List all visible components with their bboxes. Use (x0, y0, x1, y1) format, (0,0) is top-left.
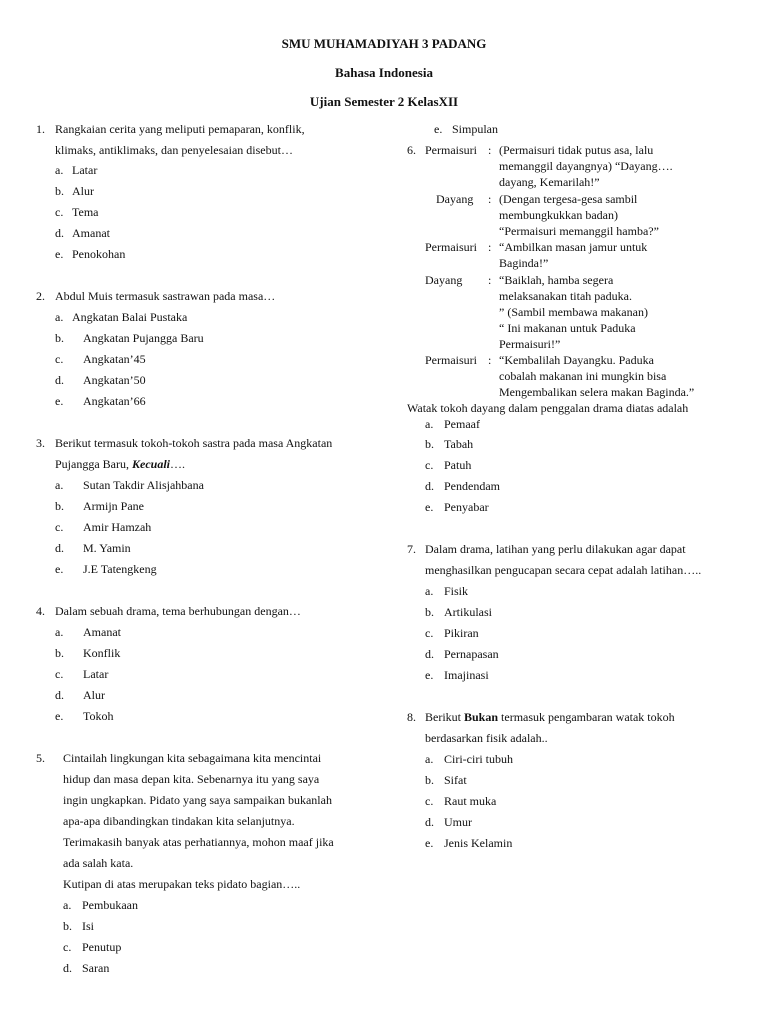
option-letter: d. (425, 647, 434, 661)
question-stem: Terimakasih banyak atas perhatiannya, mohon maaf jika (63, 835, 334, 849)
dialogue-speaker: Dayang (436, 192, 474, 206)
option-text: Tokoh (83, 709, 114, 723)
dialogue-speaker: Permaisuri (425, 353, 477, 367)
question-number: 6. (407, 143, 416, 157)
dialogue-speaker: Permaisuri (425, 143, 477, 157)
option-letter: b. (55, 499, 64, 513)
question-number: 2. (36, 289, 45, 303)
option-letter: d. (63, 961, 72, 975)
dialogue-line: “Kembalilah Dayangku. Paduka (499, 353, 654, 367)
option-letter: b. (55, 184, 64, 198)
dialogue-line: “Baiklah, hamba segera (499, 273, 614, 287)
question-number: 3. (36, 436, 45, 450)
option-letter: c. (425, 458, 434, 472)
option-text: Tabah (444, 437, 474, 451)
dialogue-line: Permaisuri!” (499, 337, 561, 351)
option-text: Umur (444, 815, 472, 829)
dialogue-line: (Permaisuri tidak putus asa, lalu (499, 143, 654, 157)
question-stem: Cintailah lingkungan kita sebagaimana kita mencintai (63, 751, 322, 765)
option-text: Angkatan’45 (83, 352, 146, 366)
option-letter: e. (55, 562, 64, 576)
option-letter: d. (55, 373, 64, 387)
option-text: J.E Tatengkeng (83, 562, 157, 576)
option-letter: a. (425, 752, 434, 766)
subject-title: Bahasa Indonesia (335, 65, 433, 80)
dialogue-line: “ Ini makanan untuk Paduka (499, 321, 636, 335)
option-text: Fisik (444, 584, 469, 598)
option-text: Angkatan’50 (83, 373, 146, 387)
option-text: Pernapasan (444, 647, 499, 661)
option-letter: a. (425, 417, 434, 431)
emphasis-bukan: Bukan (464, 710, 499, 724)
exam-title: Ujian Semester 2 KelasXII (309, 94, 459, 109)
dialogue-line: (Dengan tergesa-gesa sambil (499, 192, 638, 206)
option-text: Imajinasi (444, 668, 489, 682)
question-stem: klimaks, antiklimaks, dan penyelesaian disebut… (55, 143, 293, 157)
question-stem: Pujangga Baru, Kecuali…. (55, 457, 185, 471)
dialogue-line: memanggil dayangnya) “Dayang…. (499, 159, 673, 173)
question-stem: Berikut termasuk tokoh-tokoh sastra pada masa Angkatan (55, 436, 333, 450)
dialogue-colon: : (488, 192, 492, 206)
option-text: Ciri-ciri tubuh (444, 752, 513, 766)
option-letter: b. (55, 646, 64, 660)
option-letter: c. (55, 205, 64, 219)
dialogue-speaker: Dayang (425, 273, 463, 287)
option-letter: e. (55, 394, 64, 408)
option-text: Armijn Pane (83, 499, 144, 513)
option-text: Angkatan Pujangga Baru (83, 331, 204, 345)
option-letter: d. (425, 815, 434, 829)
option-letter: a. (425, 584, 434, 598)
dialogue-line: ” (Sambil membawa makanan) (499, 305, 648, 319)
option-text: Latar (72, 163, 98, 177)
dialogue-line: “Permaisuri memanggil hamba?” (499, 224, 659, 238)
option-text: Penutup (82, 940, 122, 954)
option-text: Patuh (444, 458, 472, 472)
question-stem: menghasilkan pengucapan secara cepat adalah latihan….. (425, 563, 702, 577)
dialogue-colon: : (488, 273, 492, 287)
option-text: Penyabar (444, 500, 489, 514)
dialogue-line: Baginda!” (499, 256, 549, 270)
question-number: 5. (36, 751, 45, 765)
option-letter: e. (425, 500, 434, 514)
option-letter: a. (55, 478, 64, 492)
option-text: Konflik (83, 646, 121, 660)
option-text: Latar (83, 667, 109, 681)
option-letter: e. (434, 122, 443, 136)
option-text: Pembukaan (82, 898, 138, 912)
option-text: Alur (72, 184, 94, 198)
question-stem: Watak tokoh dayang dalam penggalan drama diatas adalah (407, 401, 689, 415)
dialogue-speaker: Permaisuri (425, 240, 477, 254)
question-stem: Dalam drama, latihan yang perlu dilakukan agar dapat (425, 542, 686, 556)
dialogue-line: “Ambilkan masan jamur untuk (499, 240, 648, 254)
option-text: Sifat (444, 773, 467, 787)
question-stem: Rangkaian cerita yang meliputi pemaparan, konflik, (55, 122, 305, 136)
option-letter: e. (425, 836, 434, 850)
option-text: Tema (72, 205, 99, 219)
option-text: Pendendam (444, 479, 500, 493)
question-number: 8. (407, 710, 416, 724)
option-letter: a. (63, 898, 72, 912)
dialogue-colon: : (488, 240, 492, 254)
dialogue-line: Mengembalikan selera makan Baginda.” (499, 385, 695, 399)
question-stem: ingin ungkapkan. Pidato yang saya sampaikan bukanlah (63, 793, 332, 807)
emphasis-kecuali: Kecuali (132, 457, 170, 471)
option-text: Raut muka (444, 794, 497, 808)
option-letter: a. (55, 310, 64, 324)
option-letter: e. (425, 668, 434, 682)
option-text: Amir Hamzah (83, 520, 152, 534)
option-text: Amanat (83, 625, 121, 639)
question-stem: Berikut Bukan termasuk pengambaran watak tokoh (425, 710, 675, 724)
dialogue-colon: : (488, 143, 492, 157)
option-letter: c. (63, 940, 72, 954)
dialogue-line: dayang, Kemarilah!” (499, 175, 600, 189)
question-stem: Kutipan di atas merupakan teks pidato bagian….. (63, 877, 301, 891)
option-letter: c. (55, 667, 64, 681)
option-text: Alur (83, 688, 105, 702)
question-stem: Dalam sebuah drama, tema berhubungan dengan… (55, 604, 301, 618)
school-title: SMU MUHAMADIYAH 3 PADANG (281, 36, 487, 51)
option-letter: b. (425, 437, 434, 451)
option-text: Angkatan’66 (83, 394, 146, 408)
option-letter: d. (55, 541, 64, 555)
option-letter: c. (55, 520, 64, 534)
option-text: Saran (82, 961, 110, 975)
option-letter: d. (55, 226, 64, 240)
option-letter: a. (55, 625, 64, 639)
dialogue-colon: : (488, 353, 492, 367)
option-letter: c. (55, 352, 64, 366)
question-number: 7. (407, 542, 416, 556)
option-text: Jenis Kelamin (444, 836, 513, 850)
option-text: Artikulasi (444, 605, 492, 619)
dialogue-line: membungkukkan badan) (499, 208, 618, 222)
option-text: Amanat (72, 226, 110, 240)
option-text: Penokohan (72, 247, 126, 261)
option-text: Isi (82, 919, 94, 933)
question-stem: hidup dan masa depan kita. Sebenarnya itu yang saya (63, 772, 320, 786)
option-letter: b. (63, 919, 72, 933)
question-stem: berdasarkan fisik adalah.. (425, 731, 548, 745)
option-text: M. Yamin (83, 541, 131, 555)
question-stem: ada salah kata. (63, 856, 134, 870)
option-letter: d. (425, 479, 434, 493)
option-letter: b. (425, 773, 434, 787)
option-text: Simpulan (452, 122, 499, 136)
option-letter: c. (425, 794, 434, 808)
question-stem: Abdul Muis termasuk sastrawan pada masa… (55, 289, 276, 303)
option-text: Angkatan Balai Pustaka (72, 310, 188, 324)
question-number: 4. (36, 604, 45, 618)
option-letter: d. (55, 688, 64, 702)
option-letter: b. (425, 605, 434, 619)
option-letter: e. (55, 709, 64, 723)
option-text: Sutan Takdir Alisjahbana (83, 478, 204, 492)
option-letter: c. (425, 626, 434, 640)
question-number: 1. (36, 122, 45, 136)
option-text: Pikiran (444, 626, 479, 640)
dialogue-line: melaksanakan titah paduka. (499, 289, 632, 303)
question-stem: apa-apa dibandingkan tindakan kita selanjutnya. (63, 814, 295, 828)
option-letter: a. (55, 163, 64, 177)
option-letter: b. (55, 331, 64, 345)
option-letter: e. (55, 247, 64, 261)
option-text: Pemaaf (444, 417, 480, 431)
dialogue-line: cobalah makanan ini mungkin bisa (499, 369, 667, 383)
